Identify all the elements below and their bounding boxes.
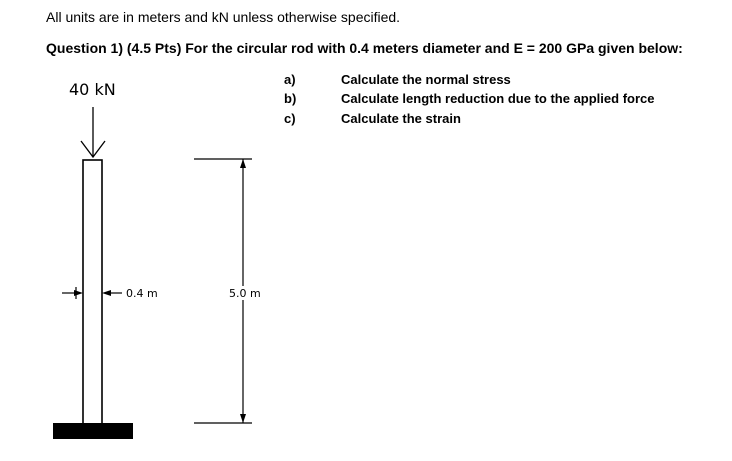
fixed-support bbox=[53, 423, 133, 439]
length-label: 5.0 m bbox=[229, 287, 261, 300]
circular-rod bbox=[83, 160, 102, 424]
question-title: Question 1) (4.5 Pts) For the circular rod with 0.4 meters diameter and E = 200 GPa given below: bbox=[46, 40, 683, 56]
diameter-label: 0.4 m bbox=[126, 287, 158, 300]
part-c-marker: c) bbox=[284, 111, 296, 126]
diameter-dimension bbox=[62, 287, 122, 299]
part-b-text: Calculate length reduction due to the applied force bbox=[341, 91, 655, 106]
part-a-marker: a) bbox=[284, 72, 296, 87]
load-arrow bbox=[81, 107, 105, 157]
load-label: 40 kN bbox=[69, 80, 116, 99]
part-a-text: Calculate the normal stress bbox=[341, 72, 511, 87]
units-note: All units are in meters and kN unless otherwise specified. bbox=[46, 9, 401, 25]
part-b-marker: b) bbox=[284, 91, 297, 106]
part-c-text: Calculate the strain bbox=[341, 111, 461, 126]
